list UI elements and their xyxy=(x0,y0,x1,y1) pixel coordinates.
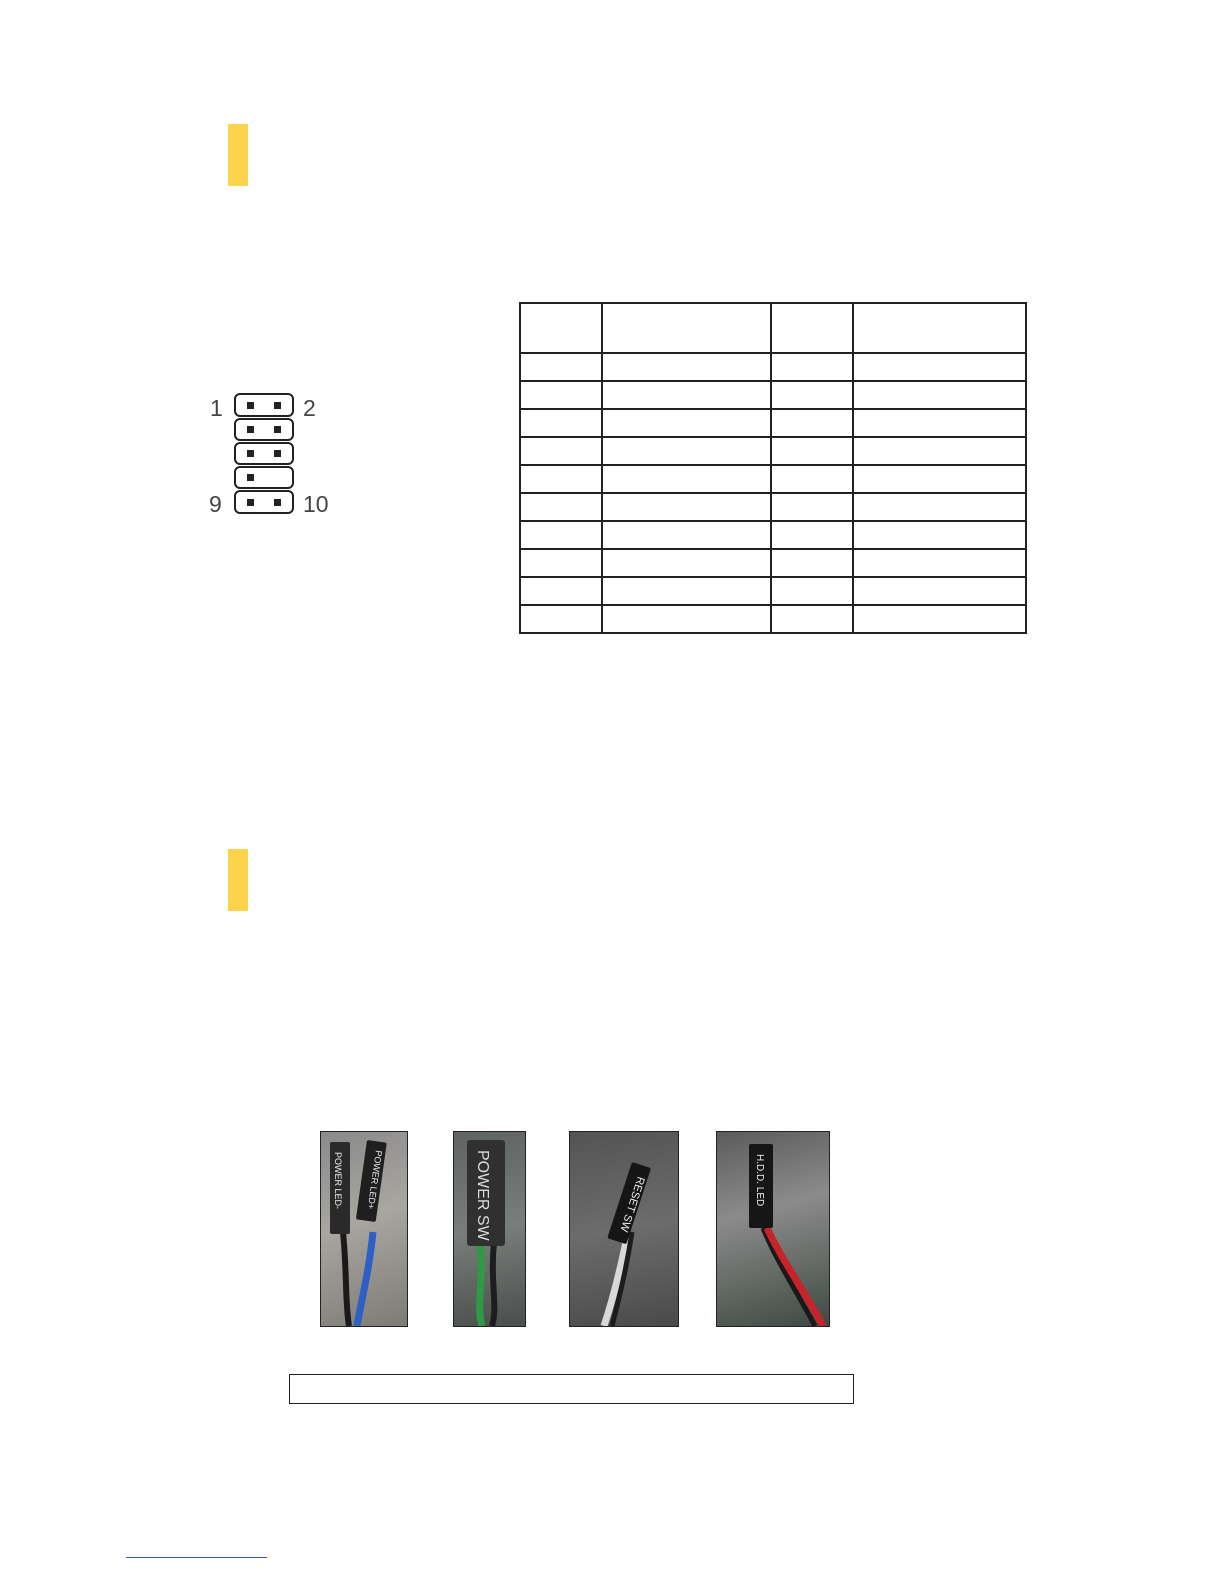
pin-10 xyxy=(274,499,281,506)
hdd-led-connector-image xyxy=(717,1132,829,1326)
power-led-connector-photo xyxy=(320,1131,408,1327)
table-cell xyxy=(853,577,1026,605)
table-cell xyxy=(602,465,771,493)
table-cell xyxy=(602,437,771,465)
table-cell xyxy=(520,437,602,465)
table-cell xyxy=(602,549,771,577)
table-cell xyxy=(771,521,853,549)
table-cell xyxy=(853,409,1026,437)
table-cell xyxy=(602,577,771,605)
table-cell xyxy=(520,605,602,633)
pin-3 xyxy=(247,426,254,433)
table-row xyxy=(520,493,1026,521)
pin-header-graphic xyxy=(200,388,340,528)
pin-5 xyxy=(247,450,254,457)
table-row xyxy=(520,437,1026,465)
front-panel-header-diagram xyxy=(200,388,340,528)
table-cell xyxy=(853,381,1026,409)
table-cell xyxy=(771,437,853,465)
power-switch-connector-photo xyxy=(453,1131,526,1327)
table-cell xyxy=(602,605,771,633)
table-cell xyxy=(520,577,602,605)
footer-link-underline[interactable] xyxy=(126,1557,267,1558)
table-cell xyxy=(602,493,771,521)
table-row xyxy=(520,549,1026,577)
table-cell xyxy=(771,549,853,577)
table-header-cell xyxy=(520,303,602,353)
table-cell xyxy=(520,465,602,493)
pin-label-1: 1 xyxy=(210,395,223,421)
table-cell xyxy=(520,409,602,437)
reset-switch-connector-image xyxy=(570,1132,678,1326)
table-cell xyxy=(602,409,771,437)
pin-label-2: 2 xyxy=(303,395,316,421)
svg-text:POWER LED-: POWER LED- xyxy=(333,1152,343,1210)
pin-6 xyxy=(274,450,281,457)
table-cell xyxy=(853,465,1026,493)
pin-row-4 xyxy=(235,467,293,488)
pin-2 xyxy=(274,402,281,409)
table-cell xyxy=(853,493,1026,521)
table-cell xyxy=(853,549,1026,577)
pin-row-2 xyxy=(235,419,293,440)
table-cell xyxy=(771,381,853,409)
section-accent-bar xyxy=(228,124,248,186)
table-cell xyxy=(520,493,602,521)
hdd-led-connector-photo xyxy=(716,1131,830,1327)
table-row xyxy=(520,577,1026,605)
power-led-connector-image xyxy=(321,1132,407,1326)
table-cell xyxy=(602,381,771,409)
table-header-cell xyxy=(853,303,1026,353)
table-cell xyxy=(602,353,771,381)
table-cell xyxy=(853,353,1026,381)
svg-text:POWER SW: POWER SW xyxy=(474,1150,491,1241)
power-switch-connector-image xyxy=(454,1132,525,1326)
table-cell xyxy=(771,353,853,381)
svg-text:RESET SW: RESET SW xyxy=(617,1175,647,1234)
pin-1 xyxy=(247,402,254,409)
table-cell xyxy=(853,437,1026,465)
table-cell xyxy=(853,605,1026,633)
table-row xyxy=(520,605,1026,633)
table-cell xyxy=(520,549,602,577)
table-cell xyxy=(771,577,853,605)
table-cell xyxy=(771,465,853,493)
table-cell xyxy=(520,381,602,409)
pin-label-10: 10 xyxy=(303,491,329,517)
pin-assignment-table xyxy=(519,302,1027,634)
table-header-row xyxy=(520,303,1026,353)
pin-row-1 xyxy=(235,394,293,416)
reset-switch-connector-photo xyxy=(569,1131,679,1327)
table-row xyxy=(520,465,1026,493)
table-cell xyxy=(520,353,602,381)
table-header-cell xyxy=(771,303,853,353)
table-cell xyxy=(771,605,853,633)
pin-label-9: 9 xyxy=(209,491,222,517)
caption-box xyxy=(289,1374,854,1404)
table-cell xyxy=(771,409,853,437)
table-cell xyxy=(520,521,602,549)
pin-row-5 xyxy=(235,491,293,513)
table-row xyxy=(520,353,1026,381)
table-cell xyxy=(602,521,771,549)
pin-7 xyxy=(247,474,254,481)
table-row xyxy=(520,409,1026,437)
table-row xyxy=(520,381,1026,409)
table-cell xyxy=(853,521,1026,549)
pin-row-3 xyxy=(235,443,293,464)
pin-9 xyxy=(247,499,254,506)
table-cell xyxy=(771,493,853,521)
table-header-cell xyxy=(602,303,771,353)
section-accent-bar xyxy=(228,849,248,911)
pin-4 xyxy=(274,426,281,433)
table-row xyxy=(520,521,1026,549)
svg-text:H.D.D. LED: H.D.D. LED xyxy=(754,1154,765,1207)
svg-text:POWER LED+: POWER LED+ xyxy=(365,1149,384,1210)
